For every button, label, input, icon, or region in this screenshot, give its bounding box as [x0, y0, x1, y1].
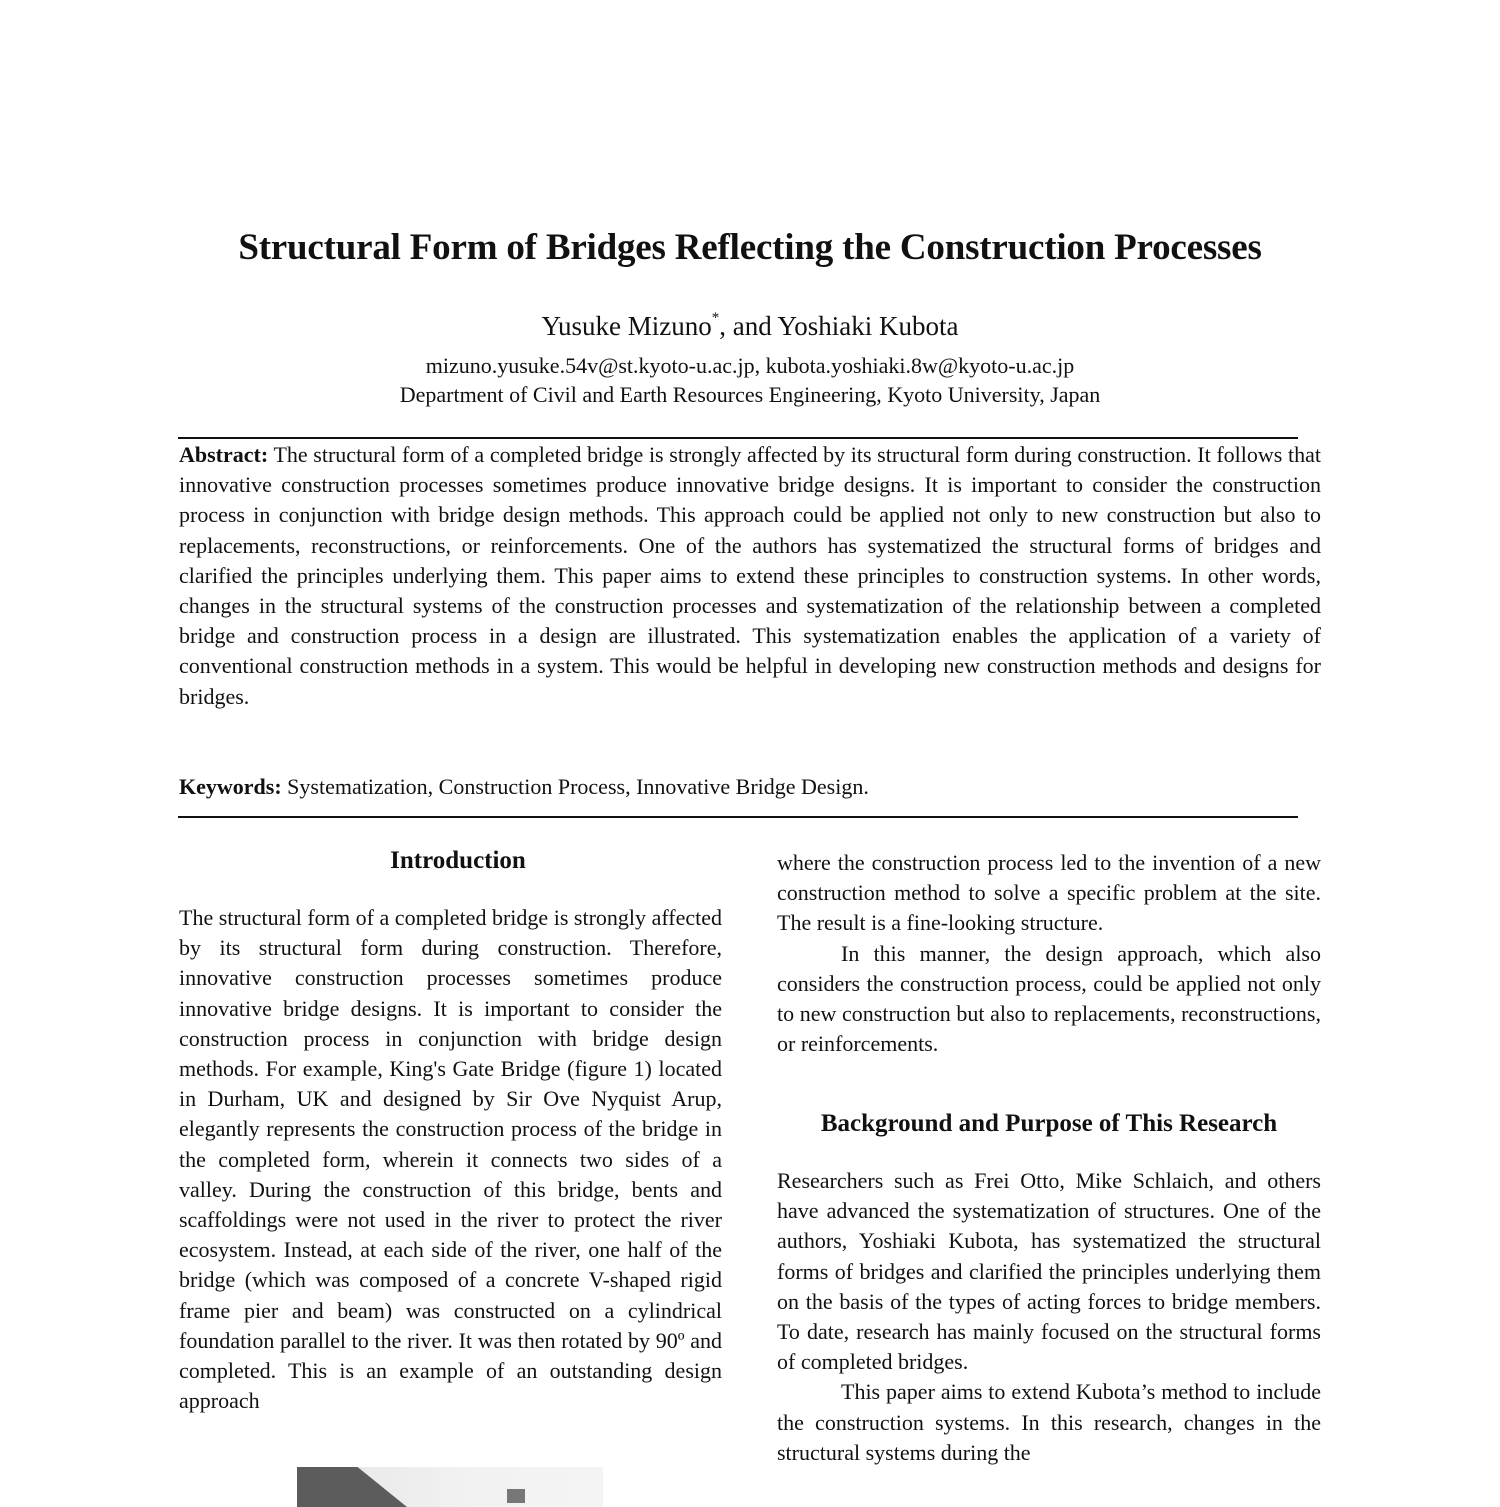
- abstract-label: Abstract:: [179, 442, 269, 467]
- keywords-label: Keywords:: [179, 774, 282, 799]
- photo-sign-detail: [507, 1489, 525, 1503]
- bottom-divider: [178, 816, 1298, 818]
- introduction-column-1: [179, 903, 722, 1416]
- paragraph: where the construction process led to the invention of a new construction method to solve a specific problem at the site. The result is a fine-looking structure.: [777, 850, 1321, 936]
- affiliation: Department of Civil and Earth Resources Engineering, Kyoto University, Japan: [399, 382, 1101, 407]
- author-2: , and Yoshiaki Kubota: [719, 311, 959, 341]
- author-emails: mizuno.yusuke.54v@st.kyoto-u.ac.jp, kubota.yoshiaki.8w@kyoto-u.ac.jp: [425, 353, 1075, 378]
- introduction-column-2: [777, 848, 1321, 1059]
- paper-title: Structural Form of Bridges Reflecting the Construction Processes: [238, 227, 1262, 268]
- keywords-text: Systematization, Construction Process, Innovative Bridge Design.: [287, 774, 869, 799]
- abstract: [179, 440, 1321, 712]
- top-divider: [178, 437, 1298, 439]
- figure-1-bridge-photo: [297, 1467, 603, 1507]
- paragraph: Researchers such as Frei Otto, Mike Schlaich, and others have advanced the systematization of structures. One of the authors, Yoshiaki Kubota, has systematized the structural forms of bridges and clarified the principles underlying them on the basis of the types of acting forces to bridge members. To date, research has mainly focused on the structural forms of completed bridges.: [777, 1168, 1321, 1375]
- paragraph: The structural form of a completed bridge is strongly affected by its structural form during construction. Therefore, innovative construction processes sometimes produce innovative bridge designs. It is important to consider the construction process in conjunction with bridge design methods. For example, King's Gate Bridge (figure 1) located in Durham, UK and designed by Sir Ove Nyquist Arup, elegantly represents the construction process of the bridge in the completed form, wherein it connects two sides of a valley. During the construction of this bridge, bents and scaffoldings were not used in the river to protect the river ecosystem. Instead, at each side of the river, one half of the bridge (which was composed of a concrete V-shaped rigid frame pier and beam) was constructed on a cylindrical foundation parallel to the river. It was then rotated by 90º and completed. This is an example of an outstanding design approach: [179, 905, 722, 1414]
- paragraph: In this manner, the design approach, which also considers the construction process, could be applied not only to new construction but also to replacements, reconstructions, or reinforcements.: [777, 940, 1321, 1057]
- paragraph: This paper aims to extend Kubota’s method to include the construction systems. In this research, changes in the structural systems during the: [777, 1379, 1321, 1465]
- author-1: Yusuke Mizuno: [541, 311, 712, 341]
- authors: [0, 311, 1500, 342]
- keywords: [179, 772, 1321, 802]
- abstract-text: The structural form of a completed bridge is strongly affected by its structural form during construction. It follows that innovative construction processes sometimes produce innovative bridge designs. It is important to consider the construction process in conjunction with bridge design methods. This approach could be applied not only to new construction but also to replacements, reconstructions, or reinforcements. One of the authors has systematized the structural forms of bridges and clarified the principles underlying them. This paper aims to extend these principles to construction systems. In other words, changes in the structural systems of the construction processes and systematization of the relationship between a completed bridge and construction process in a design are illustrated. This systematization enables the application of a variety of conventional construction methods in a system. This would be helpful in developing new construction methods and designs for bridges.: [179, 442, 1321, 709]
- corresponding-mark: *: [711, 310, 720, 326]
- section-heading-introduction: Introduction: [390, 847, 526, 874]
- section-heading-background: Background and Purpose of This Research: [820, 1110, 1278, 1137]
- bridge-structure-shape: [297, 1467, 407, 1507]
- background-column: [777, 1166, 1321, 1468]
